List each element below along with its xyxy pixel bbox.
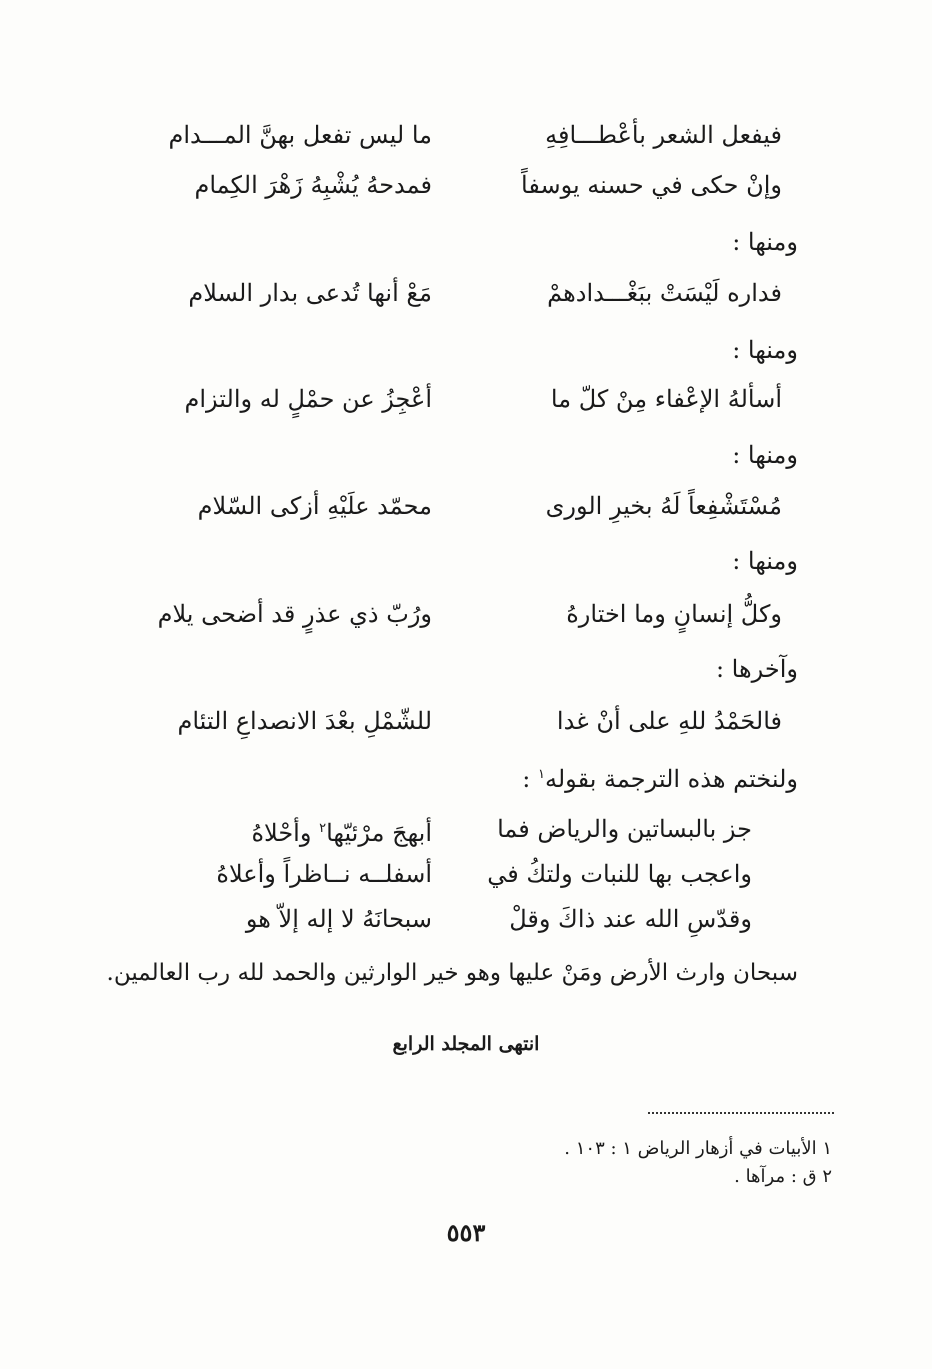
closing-prayer: سبحان وارث الأرض ومَنْ عليها وهو خير الوارثين والحمد لله رب العالمين. — [106, 960, 798, 986]
verse-hemistich-left — [142, 812, 432, 850]
volume-end-note: انتهى المجلد الرابع — [392, 1033, 540, 1055]
verse-hemistich-right: أسألهُ الإعْفاء مِنْ كلّ ما — [550, 385, 782, 413]
verse-hemistich-right: فالحَمْدُ للهِ على أنْ غدا — [556, 707, 782, 735]
verse-line — [0, 118, 932, 152]
verse-hemistich-left: فمدحهُ يُشْبِهُ زَهْرَ الكِمام — [194, 171, 432, 199]
section-label: وآخرها : — [715, 655, 798, 683]
verse-line — [0, 489, 932, 523]
conclusion-intro-colon: : — [522, 765, 538, 793]
verse-line — [0, 168, 932, 202]
verse-hemistich-right: فيفعل الشعر بأعْطـــافِهِ — [545, 121, 782, 149]
verse-line — [0, 857, 932, 891]
section-label: ومنها : — [732, 547, 798, 575]
footnote: ١ الأبيات في أزهار الرياض ١ : ١٠٣ . — [564, 1138, 832, 1159]
verse-hemistich-right: جز بالبساتين والرياض فما — [497, 815, 752, 843]
verse-hemistich-left: محمّد علَيْهِ أزكى السّلام — [197, 492, 432, 520]
verse-line — [0, 704, 932, 738]
verse-hemistich-right: وقدّسِ الله عند ذاكَ وقلْ — [509, 905, 752, 933]
verse-hemistich-left: ورُبّ ذي عذرٍ قد أضحى يلام — [157, 600, 432, 628]
footnote-ref: ١ — [538, 767, 545, 782]
verse-line — [0, 902, 932, 936]
section-label: ومنها : — [732, 336, 798, 364]
conclusion-intro-text: ولنختم هذه الترجمة بقوله — [544, 765, 798, 793]
verse-line — [0, 276, 932, 310]
verse-line — [0, 812, 932, 846]
verse-hemistich-right: مُسْتَشْفِعاً لَهُ بخيرِ الورى — [545, 492, 782, 520]
footnote-divider — [648, 1112, 834, 1114]
verse-hemistich-right: فداره لَيْسَتْ ببَغْـــدادهمْ — [547, 279, 782, 307]
verse-hemistich-left: ما ليس تفعل بهنَّ المـــدام — [168, 121, 432, 149]
verse-hemistich-left: أعْجِزُ عن حمْلٍ له والتزام — [184, 385, 432, 413]
verse-hemistich-left-tail: وأحْلاهُ — [251, 819, 320, 847]
conclusion-intro — [522, 758, 798, 796]
footnote: ٢ ق : مرآها . — [734, 1166, 832, 1187]
verse-hemistich-left: أسفلــه نــاظراً وأعلاهُ — [216, 860, 432, 888]
footnote-ref: ٢ — [319, 821, 327, 836]
verse-hemistich-left-text: أبهجَ مرْئيّها — [326, 819, 432, 847]
page-number: ٥٥٣ — [446, 1218, 486, 1247]
verse-hemistich-right: واعجب بها للنبات ولتكُ في — [487, 860, 752, 888]
verse-hemistich-left: للشّمْلِ بعْدَ الانصداعِ التئام — [177, 707, 432, 735]
verse-line — [0, 382, 932, 416]
verse-hemistich-right: وكلُّ إنسانٍ وما اختارهُ — [566, 600, 782, 628]
verse-hemistich-left: مَعْ أنها تُدعى بدار السلام — [188, 279, 432, 307]
verse-hemistich-left: سبحانَهُ لا إله إلاّ هو — [245, 905, 432, 933]
verse-line — [0, 597, 932, 631]
verse-hemistich-right: وإنْ حكى في حسنه يوسفاً — [521, 171, 782, 199]
section-label: ومنها : — [732, 228, 798, 256]
section-label: ومنها : — [732, 441, 798, 469]
